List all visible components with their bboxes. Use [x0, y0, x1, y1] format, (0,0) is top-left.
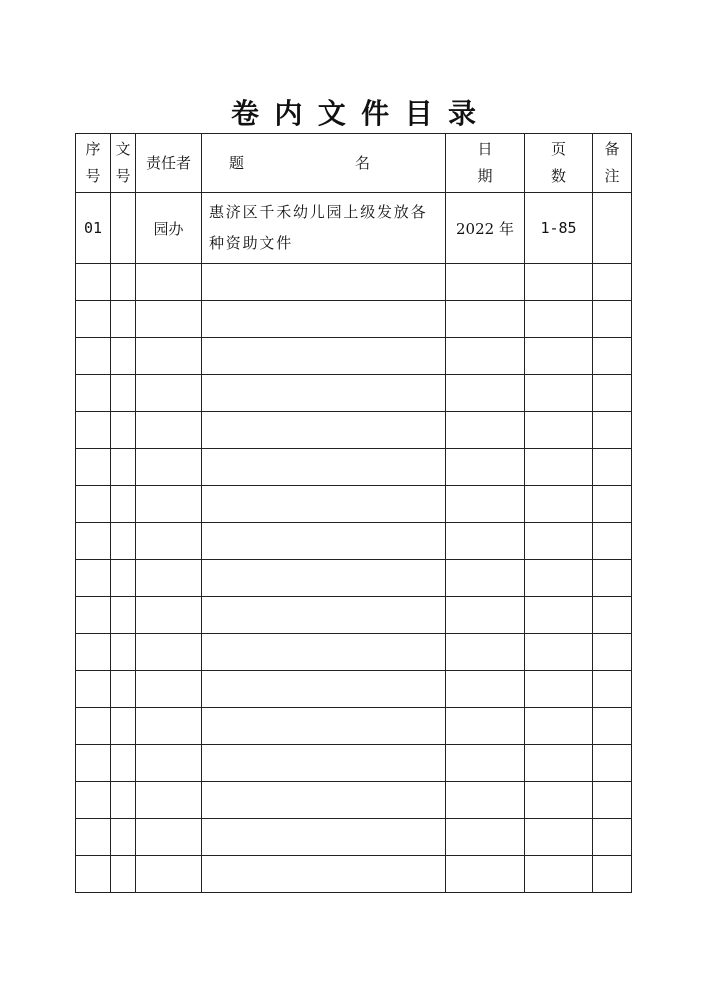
empty-table-row — [76, 634, 632, 671]
cell-doc-no — [111, 412, 136, 449]
cell-remarks — [593, 819, 632, 856]
cell-doc-title: 惠济区千禾幼儿园上级发放各种资助文件 — [202, 193, 446, 264]
cell-pages — [525, 301, 593, 338]
column-header-pages: 页 数 — [525, 134, 593, 193]
cell-remarks — [593, 597, 632, 634]
cell-remarks — [593, 782, 632, 819]
empty-table-row — [76, 523, 632, 560]
cell-doc-no — [111, 708, 136, 745]
empty-table-row — [76, 264, 632, 301]
cell-seq — [76, 782, 111, 819]
cell-date: 2022 年 — [446, 193, 525, 264]
empty-table-row — [76, 338, 632, 375]
cell-remarks — [593, 449, 632, 486]
cell-remarks — [593, 301, 632, 338]
cell-doc-no — [111, 486, 136, 523]
cell-pages: 1-85 — [525, 193, 593, 264]
cell-doc-title — [202, 338, 446, 375]
cell-date — [446, 745, 525, 782]
cell-date — [446, 597, 525, 634]
cell-doc-no — [111, 375, 136, 412]
cell-doc-title — [202, 782, 446, 819]
cell-seq — [76, 486, 111, 523]
cell-remarks — [593, 560, 632, 597]
cell-doc-title — [202, 819, 446, 856]
cell-remarks — [593, 338, 632, 375]
cell-responsible — [136, 301, 202, 338]
empty-table-row — [76, 449, 632, 486]
table-row — [76, 193, 632, 264]
cell-doc-no — [111, 560, 136, 597]
cell-doc-no — [111, 449, 136, 486]
column-header-responsible: 责任者 — [136, 134, 202, 193]
cell-responsible — [136, 634, 202, 671]
cell-responsible — [136, 486, 202, 523]
cell-remarks — [593, 671, 632, 708]
cell-seq — [76, 856, 111, 893]
column-header-date: 日 期 — [446, 134, 525, 193]
cell-doc-no — [111, 523, 136, 560]
cell-remarks — [593, 708, 632, 745]
cell-remarks — [593, 856, 632, 893]
cell-responsible — [136, 338, 202, 375]
cell-seq — [76, 449, 111, 486]
cell-doc-title — [202, 449, 446, 486]
cell-doc-no — [111, 782, 136, 819]
cell-seq — [76, 338, 111, 375]
cell-doc-title — [202, 486, 446, 523]
cell-doc-no — [111, 856, 136, 893]
cell-seq — [76, 819, 111, 856]
cell-remarks — [593, 375, 632, 412]
cell-date — [446, 856, 525, 893]
cell-pages — [525, 708, 593, 745]
cell-pages — [525, 486, 593, 523]
empty-table-row — [76, 819, 632, 856]
empty-table-row — [76, 782, 632, 819]
cell-pages — [525, 671, 593, 708]
cell-date — [446, 671, 525, 708]
cell-remarks — [593, 264, 632, 301]
empty-table-row — [76, 597, 632, 634]
cell-pages — [525, 449, 593, 486]
cell-doc-no — [111, 819, 136, 856]
cell-responsible — [136, 264, 202, 301]
cell-date — [446, 634, 525, 671]
column-header-seq: 序 号 — [76, 134, 111, 193]
cell-date — [446, 782, 525, 819]
file-catalog-table — [75, 133, 632, 893]
cell-responsible — [136, 449, 202, 486]
cell-pages — [525, 745, 593, 782]
empty-table-row — [76, 671, 632, 708]
cell-doc-no — [111, 671, 136, 708]
table-header-row — [76, 134, 632, 193]
cell-seq — [76, 597, 111, 634]
empty-table-row — [76, 486, 632, 523]
cell-doc-title — [202, 708, 446, 745]
cell-doc-title — [202, 523, 446, 560]
cell-pages — [525, 338, 593, 375]
cell-date — [446, 412, 525, 449]
cell-seq — [76, 745, 111, 782]
cell-responsible — [136, 597, 202, 634]
cell-seq — [76, 412, 111, 449]
empty-table-row — [76, 560, 632, 597]
cell-pages — [525, 375, 593, 412]
empty-table-row — [76, 708, 632, 745]
cell-date — [446, 708, 525, 745]
cell-date — [446, 560, 525, 597]
cell-doc-no — [111, 264, 136, 301]
cell-seq — [76, 264, 111, 301]
cell-doc-no — [111, 193, 136, 264]
cell-doc-title — [202, 597, 446, 634]
cell-responsible — [136, 560, 202, 597]
cell-responsible — [136, 671, 202, 708]
cell-date — [446, 264, 525, 301]
cell-doc-no — [111, 745, 136, 782]
cell-pages — [525, 634, 593, 671]
cell-date — [446, 486, 525, 523]
cell-date — [446, 338, 525, 375]
empty-table-row — [76, 856, 632, 893]
empty-table-row — [76, 375, 632, 412]
cell-seq — [76, 634, 111, 671]
cell-seq: 01 — [76, 193, 111, 264]
cell-date — [446, 301, 525, 338]
cell-doc-title — [202, 412, 446, 449]
cell-responsible — [136, 412, 202, 449]
cell-pages — [525, 856, 593, 893]
cell-doc-no — [111, 597, 136, 634]
column-header-doc-no: 文 号 — [111, 134, 136, 193]
cell-seq — [76, 375, 111, 412]
cell-date — [446, 449, 525, 486]
page-title: 卷内文件目录 — [230, 97, 492, 130]
cell-seq — [76, 671, 111, 708]
cell-responsible — [136, 523, 202, 560]
cell-pages — [525, 782, 593, 819]
empty-table-row — [76, 301, 632, 338]
cell-responsible — [136, 708, 202, 745]
cell-responsible — [136, 856, 202, 893]
cell-remarks — [593, 193, 632, 264]
cell-responsible — [136, 745, 202, 782]
column-header-title: 题 名 — [202, 134, 446, 193]
cell-doc-no — [111, 338, 136, 375]
cell-pages — [525, 412, 593, 449]
cell-remarks — [593, 745, 632, 782]
cell-remarks — [593, 412, 632, 449]
cell-doc-title — [202, 745, 446, 782]
cell-date — [446, 523, 525, 560]
cell-seq — [76, 560, 111, 597]
blank-rows — [76, 264, 632, 893]
column-header-remarks: 备 注 — [593, 134, 632, 193]
cell-doc-title — [202, 560, 446, 597]
cell-doc-no — [111, 634, 136, 671]
cell-doc-title — [202, 264, 446, 301]
cell-seq — [76, 301, 111, 338]
empty-table-row — [76, 412, 632, 449]
cell-remarks — [593, 523, 632, 560]
cell-responsible — [136, 782, 202, 819]
cell-remarks — [593, 634, 632, 671]
cell-responsible: 园办 — [136, 193, 202, 264]
cell-doc-title — [202, 671, 446, 708]
cell-pages — [525, 523, 593, 560]
cell-doc-title — [202, 856, 446, 893]
cell-pages — [525, 264, 593, 301]
cell-remarks — [593, 486, 632, 523]
cell-doc-no — [111, 301, 136, 338]
cell-doc-title — [202, 301, 446, 338]
cell-date — [446, 375, 525, 412]
cell-doc-title — [202, 634, 446, 671]
cell-pages — [525, 819, 593, 856]
empty-table-row — [76, 745, 632, 782]
cell-seq — [76, 708, 111, 745]
cell-pages — [525, 560, 593, 597]
cell-responsible — [136, 819, 202, 856]
cell-responsible — [136, 375, 202, 412]
cell-date — [446, 819, 525, 856]
cell-doc-title — [202, 375, 446, 412]
cell-seq — [76, 523, 111, 560]
cell-pages — [525, 597, 593, 634]
